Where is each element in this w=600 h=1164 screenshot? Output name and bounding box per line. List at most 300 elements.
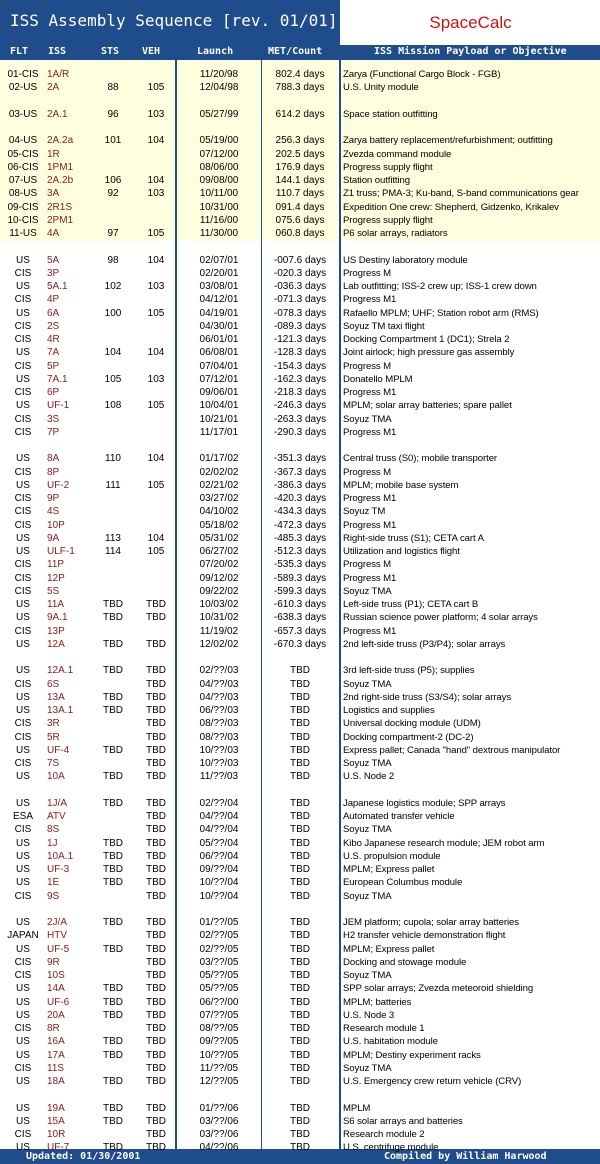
objective-cell: Research module 1 xyxy=(343,1023,425,1034)
sts-cell: TBD xyxy=(103,1049,123,1061)
iss-cell: 13A.1 xyxy=(47,705,74,716)
table-row xyxy=(0,386,600,399)
launch-cell: 03/08/01 xyxy=(199,281,239,292)
sts-cell: TBD xyxy=(103,1142,123,1154)
flt-cell: US xyxy=(16,1115,30,1127)
launch-cell: 05/31/02 xyxy=(199,532,239,544)
table-row xyxy=(0,664,600,677)
veh-cell: TBD xyxy=(146,731,166,743)
objective-cell: Progress supply flight xyxy=(343,161,433,173)
met-cell: TBD xyxy=(290,678,310,690)
iss-cell: 1PM1 xyxy=(47,161,74,173)
objective-cell: Station outfitting xyxy=(343,175,411,186)
table-row xyxy=(0,969,600,982)
met-cell: TBD xyxy=(290,1062,310,1074)
flt-cell: CIS xyxy=(14,506,32,518)
launch-cell: 10/11/00 xyxy=(199,188,239,200)
table-row xyxy=(0,545,600,558)
met-cell: TBD xyxy=(290,1009,310,1021)
veh-cell: TBD xyxy=(146,718,166,730)
table-row xyxy=(0,81,600,94)
iss-cell: 3P xyxy=(47,267,60,279)
met-cell: 202.5 days xyxy=(275,148,325,160)
launch-cell: 07/??/05 xyxy=(199,1009,239,1021)
sts-cell: TBD xyxy=(103,705,123,716)
launch-cell: 10/04/01 xyxy=(199,400,239,412)
table-row xyxy=(0,307,600,320)
objective-cell: Right-side truss (S1); CETA cart A xyxy=(343,532,484,544)
met-cell: -071.3 days xyxy=(273,294,327,306)
updated-date: Updated: 01/30/2001 xyxy=(26,1151,141,1162)
table-row xyxy=(0,280,600,293)
veh-cell: TBD xyxy=(146,1023,166,1034)
flt-cell: US xyxy=(16,691,30,703)
table-row xyxy=(0,373,600,386)
veh-cell: 103 xyxy=(147,281,165,292)
objective-cell: Zvezda command module xyxy=(343,148,452,160)
sts-cell: 97 xyxy=(107,228,119,239)
iss-cell: 1E xyxy=(47,877,60,889)
launch-cell: 02/20/01 xyxy=(199,267,239,279)
flt-cell: 02-US xyxy=(8,82,38,94)
veh-cell: TBD xyxy=(146,996,166,1008)
flt-cell: US xyxy=(16,744,30,756)
met-cell: 060.8 days xyxy=(275,228,325,239)
flt-cell: 03-US xyxy=(8,108,38,120)
veh-cell: TBD xyxy=(146,1062,166,1074)
sts-cell: TBD xyxy=(103,1102,123,1114)
met-cell: -162.3 days xyxy=(273,373,327,385)
iss-cell: 9P xyxy=(47,493,60,504)
table-row xyxy=(0,678,600,691)
veh-cell: TBD xyxy=(146,877,166,889)
met-cell: TBD xyxy=(290,824,310,836)
iss-cell: 6A xyxy=(47,307,60,319)
iss-cell: 7A.1 xyxy=(47,373,68,385)
veh-cell: TBD xyxy=(146,771,166,783)
launch-cell: 02/02/02 xyxy=(199,466,239,478)
objective-cell: Space station outfitting xyxy=(343,108,438,120)
table-row xyxy=(0,293,600,306)
iss-cell: UF-1 xyxy=(47,400,70,412)
iss-cell: 8S xyxy=(47,824,60,836)
met-cell: -128.3 days xyxy=(273,347,327,359)
iss-cell: UF-6 xyxy=(47,996,70,1008)
flt-cell: 06-CIS xyxy=(7,161,39,173)
objective-cell: Universal docking module (UDM) xyxy=(343,718,481,730)
banner xyxy=(0,0,600,45)
met-cell: 091.4 days xyxy=(275,201,325,213)
table-row xyxy=(0,68,600,81)
objective-cell: Automated transfer vehicle xyxy=(343,811,455,822)
launch-cell: 04/30/01 xyxy=(199,320,239,332)
flt-cell: 05-CIS xyxy=(7,148,39,160)
met-cell: TBD xyxy=(290,1023,310,1034)
objective-cell: Docking and stowage module xyxy=(343,956,467,968)
launch-cell: 04/??/06 xyxy=(199,1142,239,1154)
iss-cell: 12P xyxy=(47,572,65,584)
iss-cell: 8A xyxy=(47,453,60,465)
launch-cell: 12/02/02 xyxy=(199,638,239,650)
objective-cell: Progress M xyxy=(343,559,392,571)
veh-cell: TBD xyxy=(146,917,166,928)
launch-cell: 05/18/02 xyxy=(199,519,239,531)
objective-cell: H2 transfer vehicle demonstration flight xyxy=(343,930,506,942)
table-row xyxy=(0,1128,600,1141)
veh-cell: TBD xyxy=(146,837,166,849)
table-row xyxy=(0,519,600,532)
met-cell: -121.3 days xyxy=(273,334,327,345)
met-cell: TBD xyxy=(290,983,310,995)
iss-cell: 3S xyxy=(47,413,60,425)
table-row xyxy=(0,585,600,598)
objective-cell: MPLM; mobile base system xyxy=(343,479,459,491)
footer xyxy=(0,1149,600,1164)
met-cell: TBD xyxy=(290,930,310,942)
veh-cell: TBD xyxy=(146,758,166,769)
flt-cell: CIS xyxy=(14,320,32,332)
flt-cell: US xyxy=(16,850,30,862)
iss-cell: UF-7 xyxy=(47,1142,70,1154)
objective-cell: U.S. propulsion module xyxy=(343,850,441,862)
table-row xyxy=(0,810,600,823)
iss-cell: 1J xyxy=(47,837,58,849)
iss-cell: 7S xyxy=(47,758,60,769)
sts-cell: 108 xyxy=(104,400,122,412)
objective-cell: Soyuz TM taxi flight xyxy=(343,320,425,332)
veh-cell: TBD xyxy=(146,1102,166,1114)
launch-cell: 05/27/99 xyxy=(199,108,239,120)
launch-cell: 06/??/00 xyxy=(199,996,239,1008)
launch-cell: 11/??/03 xyxy=(199,771,239,783)
iss-cell: 11P xyxy=(47,559,65,571)
met-cell: -420.3 days xyxy=(273,493,327,504)
table-row xyxy=(0,426,600,439)
launch-cell: 06/??/04 xyxy=(199,850,239,862)
launch-cell: 04/??/04 xyxy=(199,811,239,822)
launch-cell: 10/??/03 xyxy=(199,744,239,756)
table-row xyxy=(0,572,600,585)
sts-cell: TBD xyxy=(103,1076,123,1087)
objective-cell: MPLM; solar array batteries; spare pallet xyxy=(343,400,512,412)
met-cell: TBD xyxy=(290,1129,310,1140)
table-row xyxy=(0,121,600,134)
veh-cell: TBD xyxy=(146,1076,166,1087)
table-row xyxy=(0,360,600,373)
iss-cell: 10S xyxy=(47,970,65,981)
met-cell: -246.3 days xyxy=(273,400,327,412)
launch-cell: 04/10/02 xyxy=(199,506,239,518)
sts-cell: 102 xyxy=(104,281,122,292)
table-row xyxy=(0,929,600,942)
veh-cell: TBD xyxy=(146,890,166,902)
launch-cell: 04/??/03 xyxy=(199,678,239,690)
iss-cell: 4S xyxy=(47,506,60,518)
launch-cell: 11/19/02 xyxy=(199,625,239,637)
iss-cell: 2A.2b xyxy=(47,175,74,186)
iss-cell: 15A xyxy=(47,1115,65,1127)
met-cell: TBD xyxy=(290,731,310,743)
iss-cell: 5P xyxy=(47,360,60,372)
launch-cell: 10/??/05 xyxy=(199,1049,239,1061)
launch-cell: 05/19/00 xyxy=(199,135,239,147)
met-cell: -351.3 days xyxy=(273,453,327,465)
met-cell: TBD xyxy=(290,758,310,769)
launch-cell: 02/??/04 xyxy=(199,797,239,809)
flt-cell: US xyxy=(16,1036,30,1048)
flt-cell: US xyxy=(16,400,30,412)
iss-cell: 8R xyxy=(47,1023,60,1034)
launch-cell: 08/??/05 xyxy=(199,1023,239,1034)
objective-cell: Progress M1 xyxy=(343,426,397,438)
launch-cell: 09/08/00 xyxy=(199,175,239,186)
iss-cell: UF-4 xyxy=(47,744,70,756)
objective-cell: Zarya (Functional Cargo Block - FGB) xyxy=(343,69,501,80)
table-row xyxy=(0,1075,600,1088)
iss-cell: 6S xyxy=(47,678,60,690)
objective-cell: Progress M xyxy=(343,267,392,279)
iss-cell: 11A xyxy=(47,599,65,610)
iss-cell: 20A xyxy=(47,1009,65,1021)
flt-cell: CIS xyxy=(14,466,32,478)
header-flt: FLT xyxy=(10,46,29,57)
met-cell: 144.1 days xyxy=(275,175,325,186)
veh-cell: TBD xyxy=(146,744,166,756)
launch-cell: 10/??/04 xyxy=(199,877,239,889)
header-launch: Launch xyxy=(197,46,234,57)
flt-cell: US xyxy=(16,453,30,465)
flt-cell: US xyxy=(16,983,30,995)
iss-cell: 8P xyxy=(47,466,60,478)
table-row xyxy=(0,320,600,333)
table-row xyxy=(0,452,600,465)
objective-cell: Soyuz TMA xyxy=(343,585,392,597)
launch-cell: 01/??/05 xyxy=(199,917,239,928)
veh-cell: TBD xyxy=(146,1142,166,1154)
sts-cell: TBD xyxy=(103,837,123,849)
table-row xyxy=(0,413,600,426)
objective-cell: European Columbus module xyxy=(343,877,463,889)
title-panel xyxy=(0,0,340,45)
flt-cell: 11-US xyxy=(9,228,37,239)
sts-cell: TBD xyxy=(103,1115,123,1127)
flt-cell: JAPAN xyxy=(7,930,39,942)
table-row xyxy=(0,466,600,479)
veh-cell: TBD xyxy=(146,1036,166,1048)
sts-cell: 98 xyxy=(107,254,119,266)
launch-cell: 06/01/01 xyxy=(199,334,239,345)
table-row xyxy=(0,439,600,452)
met-cell: TBD xyxy=(290,1049,310,1061)
sts-cell: TBD xyxy=(103,917,123,928)
met-cell: -007.6 days xyxy=(273,254,327,266)
iss-cell: 9A.1 xyxy=(47,612,68,624)
met-cell: -078.3 days xyxy=(273,307,327,319)
brand-panel xyxy=(341,0,600,45)
objective-cell: Progress M1 xyxy=(343,625,397,637)
objective-cell: Progress supply flight xyxy=(343,214,433,226)
objective-cell: Russian science power platform; 4 solar arrays xyxy=(343,612,538,624)
table-row xyxy=(0,598,600,611)
met-cell: 788.3 days xyxy=(275,82,325,94)
objective-cell: MPLM; batteries xyxy=(343,996,412,1008)
table-row xyxy=(0,558,600,571)
met-cell: TBD xyxy=(290,665,310,677)
sts-cell: 110 xyxy=(105,453,121,465)
iss-cell: 16A xyxy=(47,1036,65,1048)
met-cell: -485.3 days xyxy=(273,532,327,544)
veh-cell: 105 xyxy=(147,400,165,412)
compiled-by: Compiled by William Harwood xyxy=(384,1151,547,1162)
met-cell: -670.3 days xyxy=(273,638,327,650)
met-cell: TBD xyxy=(290,718,310,730)
sts-cell: 113 xyxy=(105,532,121,544)
launch-cell: 03/??/06 xyxy=(199,1129,239,1140)
flt-cell: CIS xyxy=(14,387,32,398)
iss-cell: 18A xyxy=(47,1076,65,1087)
flt-cell: CIS xyxy=(14,1129,32,1140)
launch-cell: 10/??/03 xyxy=(199,758,239,769)
objective-cell: Lab outfitting; ISS-2 crew up; ISS-1 crew down xyxy=(343,281,537,292)
objective-cell: Soyuz TMA xyxy=(343,824,392,836)
flt-cell: CIS xyxy=(14,360,32,372)
flt-cell: US xyxy=(16,943,30,955)
table-row xyxy=(0,1088,600,1101)
met-cell: TBD xyxy=(290,917,310,928)
objective-cell: Soyuz TMA xyxy=(343,1062,392,1074)
flt-cell: US xyxy=(16,771,30,783)
header-iss: ISS xyxy=(48,46,67,57)
veh-cell: TBD xyxy=(146,943,166,955)
iss-cell: 3A xyxy=(47,188,60,200)
met-cell: TBD xyxy=(290,797,310,809)
veh-cell: 103 xyxy=(147,373,165,385)
veh-cell: TBD xyxy=(146,599,166,610)
launch-cell: 02/??/03 xyxy=(199,665,239,677)
table-row xyxy=(0,1035,600,1048)
launch-cell: 07/12/00 xyxy=(199,148,239,160)
table-row xyxy=(0,744,600,757)
iss-cell: 13P xyxy=(47,625,65,637)
iss-cell: 12A.1 xyxy=(47,665,74,677)
sts-cell: TBD xyxy=(103,983,123,995)
flt-cell: CIS xyxy=(14,625,32,637)
launch-cell: 04/??/03 xyxy=(199,691,239,703)
met-cell: -638.3 days xyxy=(273,612,327,624)
table-row xyxy=(0,214,600,227)
objective-cell: Left-side truss (P1); CETA cart B xyxy=(343,599,479,610)
met-cell: TBD xyxy=(290,864,310,875)
table-row xyxy=(0,757,600,770)
veh-cell: 104 xyxy=(147,135,165,147)
iss-cell: 1A/R xyxy=(47,69,70,80)
flt-cell: CIS xyxy=(14,1062,32,1074)
iss-cell: 6P xyxy=(47,387,60,398)
veh-cell: 104 xyxy=(147,453,165,465)
launch-cell: 02/??/05 xyxy=(199,943,239,955)
flt-cell: CIS xyxy=(14,678,32,690)
sts-cell: TBD xyxy=(103,691,123,703)
table-row xyxy=(0,903,600,916)
objective-cell: U.S. Node 2 xyxy=(343,771,395,783)
launch-cell: 06/??/03 xyxy=(199,705,239,716)
objective-cell: JEM platform; cupola; solar array batteries xyxy=(343,917,519,928)
met-cell: -535.3 days xyxy=(273,559,327,571)
table-row xyxy=(0,611,600,624)
sts-cell: TBD xyxy=(103,599,123,610)
header-objective: ISS Mission Payload or Objective xyxy=(374,46,567,57)
assembly-table xyxy=(0,60,600,1154)
launch-cell: 09/22/02 xyxy=(199,585,239,597)
veh-cell: TBD xyxy=(146,1049,166,1061)
iss-cell: 5S xyxy=(47,585,60,597)
met-cell: TBD xyxy=(290,744,310,756)
veh-cell: TBD xyxy=(146,1009,166,1021)
objective-cell: Progress M1 xyxy=(343,519,397,531)
met-cell: 802.4 days xyxy=(275,69,325,80)
launch-cell: 11/20/98 xyxy=(199,69,239,80)
met-cell: TBD xyxy=(290,811,310,822)
met-cell: TBD xyxy=(290,1102,310,1114)
sts-cell: TBD xyxy=(103,797,123,809)
flt-cell: US xyxy=(16,1009,30,1021)
launch-cell: 02/07/01 xyxy=(199,254,239,266)
objective-cell: 3rd left-side truss (P5); supplies xyxy=(343,665,475,677)
met-cell: TBD xyxy=(290,877,310,889)
flt-cell: CIS xyxy=(14,559,32,571)
flt-cell: CIS xyxy=(14,572,32,584)
table-row xyxy=(0,108,600,121)
launch-cell: 11/??/05 xyxy=(199,1062,239,1074)
objective-cell: SPP solar arrays; Zvezda meteoroid shielding xyxy=(343,983,534,995)
launch-cell: 07/20/02 xyxy=(199,559,239,571)
table-row xyxy=(0,717,600,730)
sts-cell: 101 xyxy=(104,135,122,147)
flt-cell: US xyxy=(16,665,30,677)
veh-cell: 105 xyxy=(147,546,165,557)
iss-cell: ATV xyxy=(47,811,66,822)
sts-cell: TBD xyxy=(103,665,123,677)
objective-cell: MPLM; Express pallet xyxy=(343,943,435,955)
met-cell: TBD xyxy=(290,1036,310,1048)
launch-cell: 07/04/01 xyxy=(199,360,239,372)
flt-cell: US xyxy=(16,797,30,809)
launch-cell: 09/06/01 xyxy=(199,387,239,398)
objective-cell: U.S. Node 3 xyxy=(343,1009,395,1021)
flt-cell: CIS xyxy=(14,294,32,306)
met-cell: TBD xyxy=(290,1142,310,1154)
objective-cell: S6 solar arrays and batteries xyxy=(343,1115,463,1127)
met-cell: -657.3 days xyxy=(273,625,327,637)
flt-cell: CIS xyxy=(14,1023,32,1034)
header-sts: STS xyxy=(101,46,120,57)
iss-cell: 7A xyxy=(47,347,60,359)
met-cell: -218.3 days xyxy=(273,387,327,398)
met-cell: TBD xyxy=(290,691,310,703)
launch-cell: 06/27/02 xyxy=(199,546,239,557)
launch-cell: 04/??/04 xyxy=(199,824,239,836)
objective-cell: Japanese logistics module; SPP arrays xyxy=(343,797,506,809)
veh-cell: TBD xyxy=(146,665,166,677)
flt-cell: CIS xyxy=(14,970,32,981)
met-cell: TBD xyxy=(290,943,310,955)
flt-cell: CIS xyxy=(14,519,32,531)
flt-cell: CIS xyxy=(14,334,32,345)
table-row xyxy=(0,399,600,412)
met-cell: -472.3 days xyxy=(273,519,327,531)
flt-cell: CIS xyxy=(14,585,32,597)
objective-cell: 2nd left-side truss (P3/P4); solar arrays xyxy=(343,638,506,650)
